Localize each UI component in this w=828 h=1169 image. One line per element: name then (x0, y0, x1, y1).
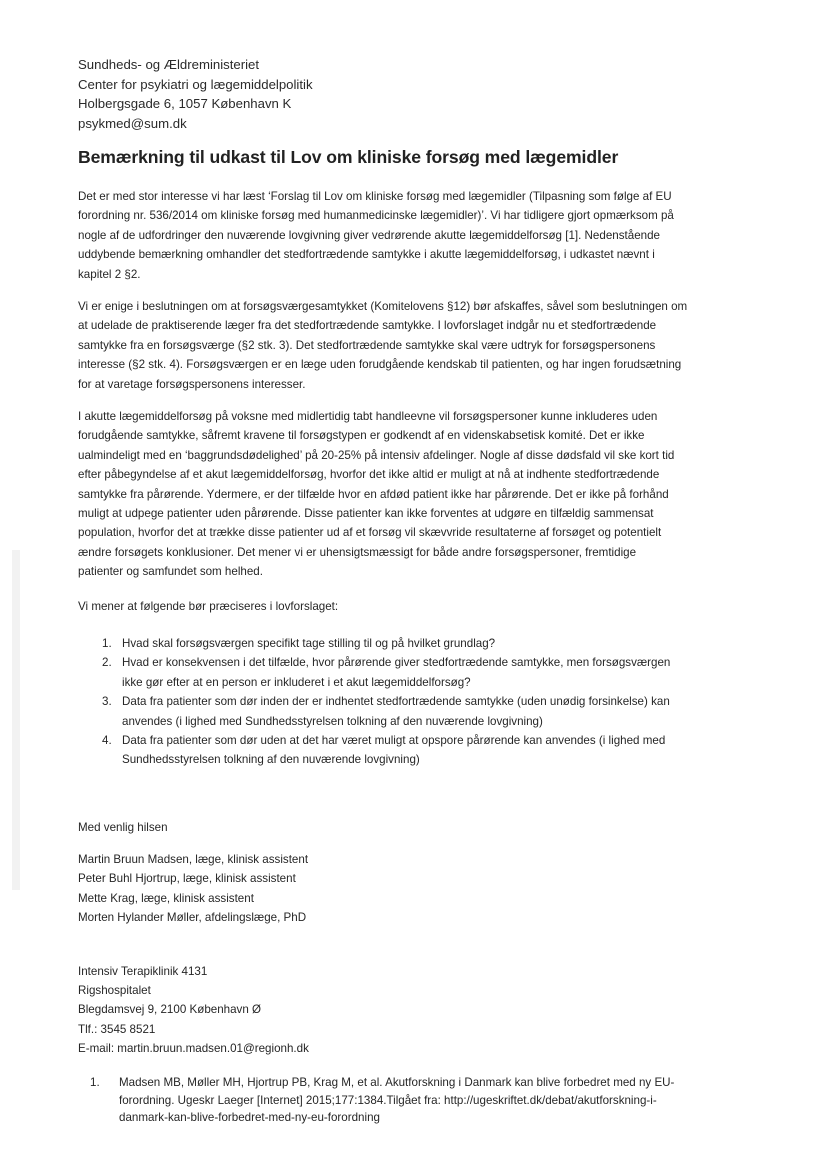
recipient-email: psykmed@sum.dk (78, 115, 187, 131)
text-line: forordning nr. 536/2014 om kliniske forsøg med humanmedicinske lægemidler)’. Vi har tidligere gjort opmærksom på (78, 209, 674, 223)
scan-artifact (12, 830, 20, 890)
list-item (78, 653, 670, 692)
signatories (78, 850, 308, 928)
contact-hospital: Rigshospitalet (78, 984, 151, 998)
text-line: at udelade de praktiserende læger fra det stedfortrædende samtykke. I lovforslaget indgår nu et stedfortrædende (78, 319, 657, 333)
text-line: Hvad er konsekvensen i det tilfælde, hvor pårørende giver stedfortrædende samtykke, men forsøgsværgen (122, 656, 671, 670)
text-line: samtykke fra pårørende. Ydermere, er der tilfælde hvor en afdød patient ikke har pårørende. Det er ikke på forhånd (78, 487, 669, 501)
text-line: kapitel 2 §2. (78, 267, 141, 281)
list-item (78, 692, 670, 731)
text-line: forudgående samtykke, såfremt kravene til forsøgstypen er godkendt af en videnskabsetisk komité. Det er ikke (78, 429, 645, 443)
paragraph-agreement (78, 297, 754, 394)
text-line: Data fra patienter som dør inden der er indhentet stedfortrædende samtykke (uden unødig forsinkelse) kan (122, 695, 670, 709)
signatory: Morten Hylander Møller, afdelingslæge, PhD (78, 911, 307, 925)
text-line: Hvad skal forsøgsværgen specifikt tage stilling til og på hvilket grundlag? (122, 637, 496, 650)
sender-contact-block (78, 962, 309, 1058)
text-line: uddybende bemærkning omhandler det stedfortrædende samtykke i akutte lægemiddelforsøg, i udkastet nævnt i (78, 248, 655, 262)
references (78, 1074, 674, 1127)
paragraph-list-intro (78, 597, 754, 616)
reference-link-text: danmark-kan-blive-forbedret-med-ny-eu-forordning (119, 1111, 380, 1125)
text-line: Data fra patienter som dør uden at det har været muligt at opspore pårørende kan anvendes (i lighed med (122, 734, 666, 748)
text-line: Madsen MB, Møller MH, Hjortrup PB, Krag M, et al. Akutforskning i Danmark kan blive forbedret med ny EU- (119, 1076, 675, 1089)
text-line: ualmindeligt med en ‘baggrundsdødelighed’ på 20-25% på intensiv afdelinger. Nogle af disse dødsfald vil ske kort tid (78, 448, 675, 462)
text-line: muligt at udpege patienter uden pårørende. Disse patienter kan ikke forventes at udgøre en tilfældig sammensat (78, 507, 654, 521)
signatory: Peter Buhl Hjortrup, læge, klinisk assistent (78, 872, 296, 886)
list-item (78, 634, 670, 653)
signatory: Mette Krag, læge, klinisk assistent (78, 891, 254, 905)
text-line: ikke gør efter at en person er inkluderet i et akut lægemiddelforsøg? (122, 675, 471, 689)
closing-salutation: Med venlig hilsen (78, 821, 168, 834)
signatory: Martin Bruun Madsen, læge, klinisk assistent (78, 853, 309, 866)
paragraph-acute-trials (78, 407, 754, 582)
recipient-street: Holbergsgade 6, 1057 København K (78, 96, 292, 111)
document-title: Bemærkning til udkast til Lov om kliniske forsøg med lægemidler (78, 147, 619, 167)
text-line: samtykke fra en forsøgsværge (§2 stk. 3). Det stedfortrædende samtykke skal være udtryk for forsøgspersonens (78, 338, 656, 352)
reference-link-text: forordning. Ugeskr Laeger [Internet] 2015;177:1384.Tilgået fra: http://ugeskriftet.dk/debat/akutforskning-i- (119, 1093, 657, 1107)
recipient-ministry: Sundheds- og Ældreministeriet (78, 57, 260, 72)
recipient-address-block (78, 55, 313, 133)
text-line: for at varetage forsøgspersonens interesser. (78, 377, 306, 391)
text-line: I akutte lægemiddelforsøg på voksne med midlertidig tabt handleevne vil forsøgspersoner kunne inkluderes uden (78, 410, 658, 423)
text-line: population, hvorfor det at trække disse patienter ud af et forsøg vil skævvride resultaterne af forsøget og potentielt (78, 526, 662, 540)
text-line: Vi mener at følgende bør præciseres i lovforslaget: (78, 600, 339, 613)
text-line: patienter og samfundet som helhed. (78, 565, 263, 579)
reference-item (78, 1074, 674, 1127)
text-line: Det er med stor interesse vi har læst ‘Forslag til Lov om kliniske forsøg med lægemidler (Tilpasning som følge af EU (78, 190, 672, 203)
list-item-number: 4. (102, 734, 112, 748)
list-item-number: 1. (102, 637, 112, 650)
paragraph-intro (78, 187, 754, 284)
reference-number: 1. (90, 1076, 100, 1089)
list-item-number: 2. (102, 656, 112, 670)
list-item (78, 731, 670, 770)
numbered-list (78, 634, 670, 770)
contact-department: Intensiv Terapiklinik 4131 (78, 965, 208, 978)
contact-address: Blegdamsvej 9, 2100 København Ø (78, 1003, 262, 1017)
text-line: Sundhedsstyrelsen tolkning af den nuværende lovgivning) (122, 753, 420, 767)
text-line: nogle af de udfordringer den nuværende lovgivning giver vedrørende akutte lægemiddelforsøg [1]. Nedenstående (78, 228, 660, 242)
list-item-number: 3. (102, 695, 112, 709)
text-line: anvendes (i lighed med Sundhedsstyrelsen tolkning af den nuværende lovgivning) (122, 714, 543, 728)
contact-email: E-mail: martin.bruun.madsen.01@regionh.dk (78, 1041, 309, 1055)
scan-artifact (12, 550, 20, 840)
text-line: ændre forsøgets konklusioner. Det mener vi er uhensigtsmæssigt for både andre forsøgspersoner, fremtidige (78, 545, 637, 559)
text-line: interesse (§2 stk. 4). Forsøgsværgen er en læge uden forudgående kendskab til patienten, og har ingen forudsætning (78, 358, 682, 372)
contact-phone: Tlf.: 3545 8521 (78, 1022, 156, 1036)
text-line: efter påbegyndelse af et akut lægemiddelforsøg, hvorfor det ikke altid er muligt at nå at indhente stedfortrædende (78, 468, 660, 482)
recipient-department: Center for psykiatri og lægemiddelpolitik (78, 76, 313, 92)
text-line: Vi er enige i beslutningen om at forsøgsværgesamtykket (Komitelovens §12) bør afskaffes, såvel som beslutningen om (78, 300, 688, 313)
